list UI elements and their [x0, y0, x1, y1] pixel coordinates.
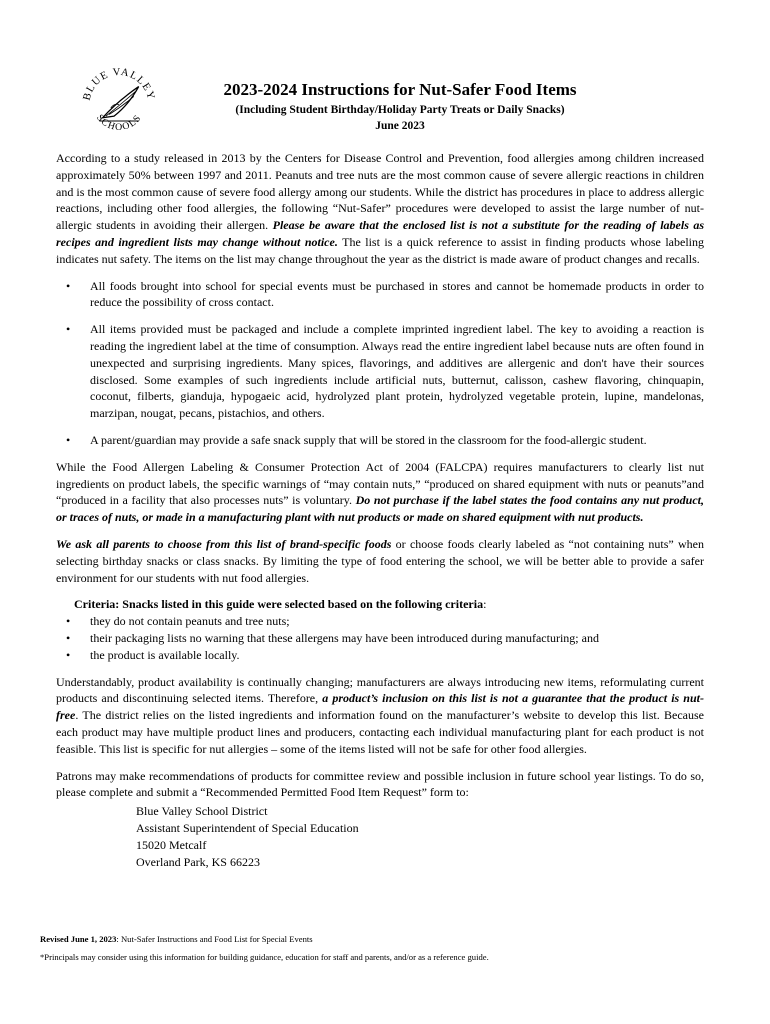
- address-line: Blue Valley School District: [136, 804, 268, 819]
- list-item: [56, 432, 704, 449]
- mailing-address: [136, 803, 704, 871]
- list-item: [56, 647, 704, 664]
- availability-text-continued: . The district relies on the listed ingredients and information found on the manufacturer’s website to develop this list. Because each product may have multiple product lines and producers, contacting each individual manufacturing plant for each product is not feasible. This list is specific for nut allergies – some of the items listed will not be safe for other food allergies.: [56, 708, 704, 756]
- criteria-heading: [74, 596, 704, 613]
- list-item: [56, 630, 704, 647]
- parents-paragraph: [56, 536, 704, 586]
- revision-label: Revised June 1, 2023: [40, 934, 117, 944]
- revision-text: : Nut-Safer Instructions and Food List for Special Events: [116, 934, 313, 944]
- address-line: Assistant Superintendent of Special Education: [136, 821, 359, 836]
- falcpa-emphasis: Do not purchase if the label states the food contains any nut product, or traces of nuts, or made in a manufacturing plant with nut products or made on shared equipment with nut products.: [56, 493, 704, 525]
- intro-text: According to a study released in 2013 by the Centers for Disease Control and Prevention, food allergies among children increased approximately 50% between 1997 and 2011. Peanuts and tree nuts are the most common cause of severe allergic reactions in children and is the most common cause of severe food allergy among our students. While the district has procedures in place to address allergic reactions, including other food allergies, the following “Nut-Safer” procedures were developed to assist the large number of nut-allergic students in avoiding their allergen.: [56, 151, 704, 233]
- list-item-text: All foods brought into school for special events must be purchased in stores and cannot be homemade products in order to reduce the possibility of cross contact.: [90, 278, 704, 310]
- falcpa-paragraph: [56, 459, 704, 526]
- list-item: [56, 613, 704, 630]
- principal-note: *Principals may consider using this information for building guidance, education for staff and parents, and/or as a reference guide.: [40, 952, 489, 962]
- criteria-list: [56, 613, 704, 663]
- document-header: [170, 80, 630, 134]
- svg-text:SCHOOLS: [94, 113, 144, 133]
- list-item: [56, 278, 704, 312]
- patrons-paragraph: Patrons may make recommendations of products for committee review and possible inclusion in future school year listings. To do so, please complete and submit a “Recommended Permitted Food Item Request” form to:: [56, 768, 704, 800]
- parents-text: or choose foods clearly labeled as “not containing nuts” when selecting birthday snacks or class snacks. By limiting the type of food entering the school, we will be better able to provide a safer environment for our students with nut food allergies.: [56, 536, 704, 585]
- bullet-icon: •: [66, 630, 71, 645]
- list-item-text: A parent/guardian may provide a safe snack supply that will be stored in the classroom for the food-allergic student.: [90, 432, 647, 447]
- seal-bottom-text: SCHOOLS: [94, 112, 144, 133]
- list-item: [56, 321, 704, 422]
- page-title: 2023-2024 Instructions for Nut-Safer Food Items: [223, 80, 577, 99]
- availability-text: Understandably, product availability is continually changing; manufacturers are always introducing new items, reformulating current products and discontinuing selected items. Therefore,: [56, 674, 704, 706]
- list-item-text: the product is available locally.: [90, 647, 240, 662]
- bullet-icon: •: [66, 647, 71, 662]
- list-item-text: they do not contain peanuts and tree nuts;: [90, 614, 290, 629]
- page-subtitle: (Including Student Birthday/Holiday Party Treats or Daily Snacks): [235, 104, 565, 116]
- availability-paragraph: [56, 674, 704, 758]
- revision-note: [40, 932, 740, 946]
- svg-text:BLUE VALLEY: [82, 67, 157, 102]
- page-date: June 2023: [375, 120, 425, 132]
- seal-top-text: BLUE VALLEY: [81, 66, 157, 102]
- criteria-colon: :: [483, 597, 487, 612]
- instruction-list: [56, 278, 704, 449]
- intro-text-continued: The list is a quick reference to assist in finding products whose labeling indicates nut safety. The items on the list may change throughout the year as the district is made aware of product changes and recalls.: [56, 234, 704, 266]
- bullet-icon: •: [66, 322, 71, 337]
- intro-paragraph: [56, 150, 704, 268]
- bullet-icon: •: [66, 432, 71, 447]
- criteria-heading-text: Criteria: Snacks listed in this guide were selected based on the following criteria: [74, 597, 484, 612]
- blue-valley-schools-seal-icon: [78, 62, 160, 144]
- document-footer: [40, 932, 740, 964]
- bullet-icon: •: [66, 278, 71, 293]
- bullet-icon: •: [66, 614, 71, 629]
- list-item-text: All items provided must be packaged and include a complete imprinted ingredient label. The key to avoiding a reaction is reading the ingredient label at the time of consumption. Always read the entire ingredient label because nuts are often found in unexpected and surprising ingredients. Many spices, flavorings, and additives are allergenic and don't have their sources disclosed. Some examples of such ingredients include artificial nuts, butternut, calisson, cashew flavoring, chinquapin, coconut, filberts, gianduja, hypogaeic acid, hydrolyzed plant protein, hydrolyzed vegetable protein, lupine, mandelonas, marzipan, nougat, pecans, pistachios, and others.: [90, 322, 704, 421]
- parents-emphasis: We ask all parents to choose from this list of brand-specific foods: [56, 536, 392, 551]
- intro-emphasis: Please be aware that the enclosed list is not a substitute for the reading of labels as recipes and ingredient lists may change without notice.: [56, 218, 704, 249]
- list-item-text: their packaging lists no warning that these allergens may have been introduced during manufacturing; and: [90, 630, 599, 645]
- falcpa-text: While the Food Allergen Labeling & Consumer Protection Act of 2004 (FALCPA) requires manufacturers to clearly list nut ingredients on product labels, the specific warnings of “may contain nuts,” “produced on shared equipment with nuts or peanuts”and “produced in a facility that also processes nuts” is voluntary.: [56, 459, 704, 508]
- availability-emphasis: a product’s inclusion on this list is not a guarantee that the product is nut-free: [56, 691, 704, 723]
- document-body: [56, 150, 704, 871]
- address-line: 15020 Metcalf: [136, 838, 207, 853]
- address-line: Overland Park, KS 66223: [136, 855, 260, 870]
